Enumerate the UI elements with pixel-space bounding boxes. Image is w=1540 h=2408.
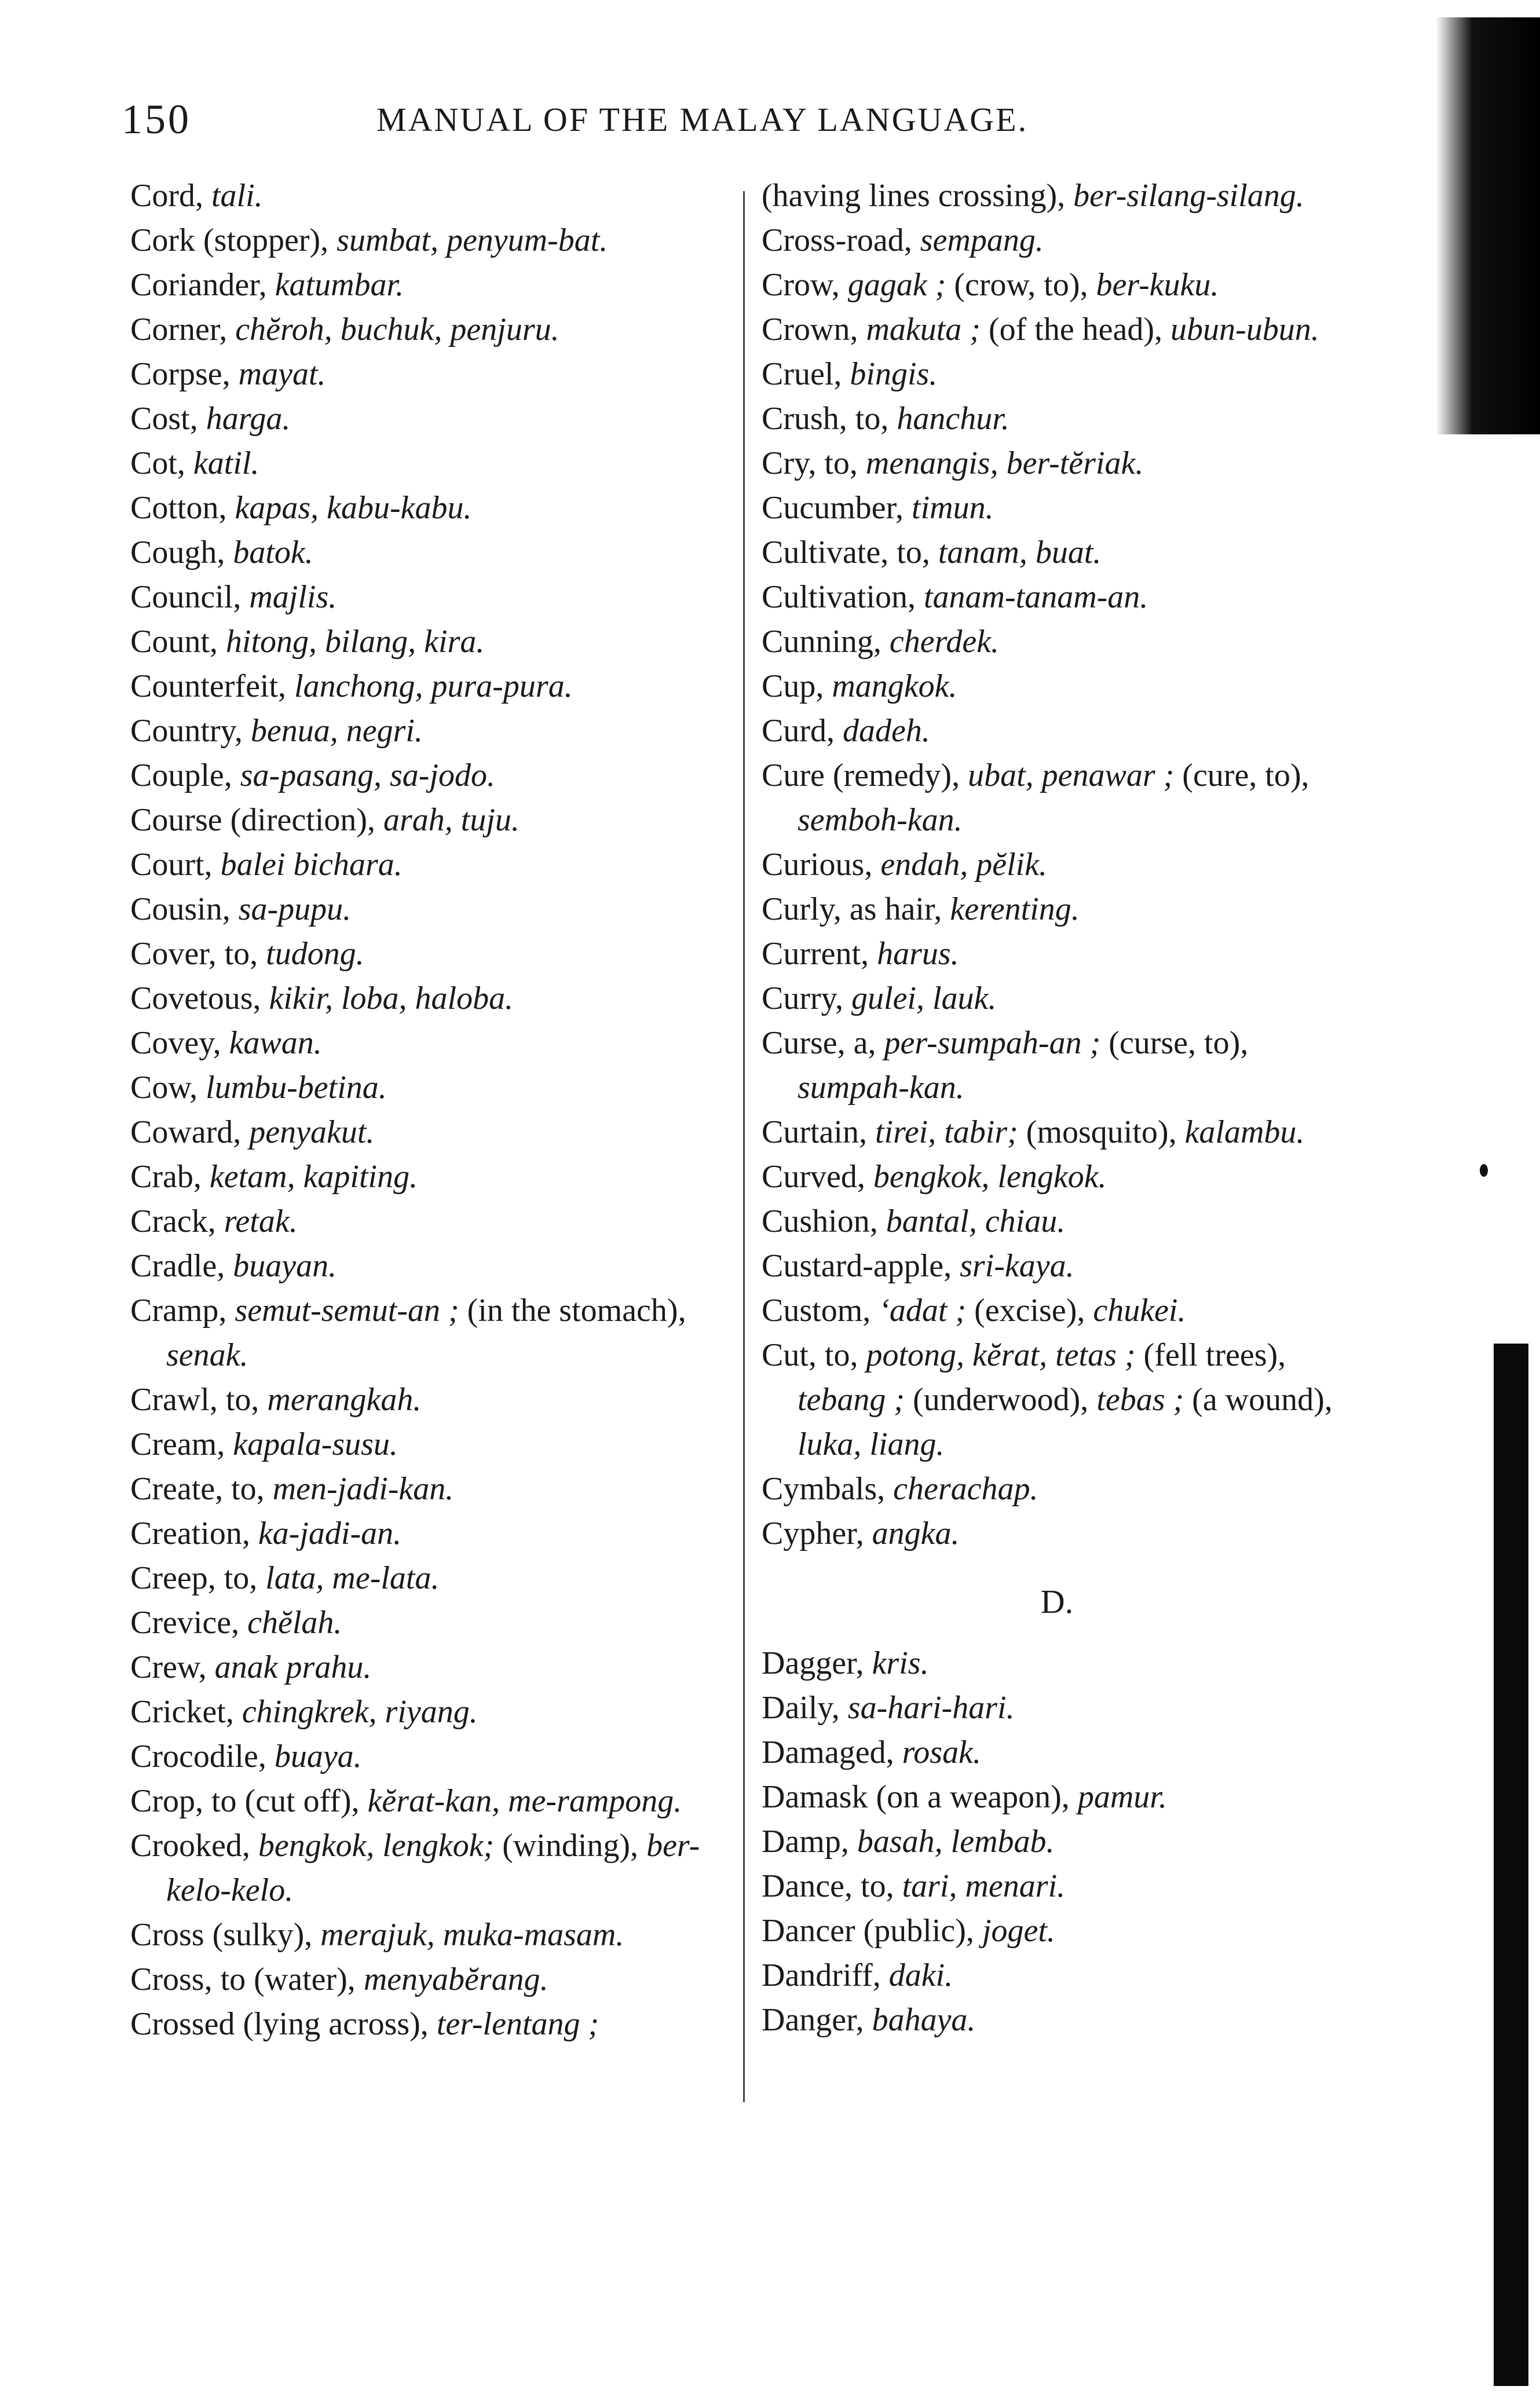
english-gloss: (having lines crossing), [762,178,1074,214]
malay-term: chukei. [1093,1293,1186,1329]
dictionary-entry [762,530,1352,575]
english-gloss: Cucumber, [762,490,912,526]
dictionary-entry [130,308,721,352]
english-gloss: Cough, [130,535,233,570]
dictionary-entry [130,798,721,843]
dictionary-entry [130,976,721,1021]
malay-term: gagak ; [847,267,946,303]
english-gloss: Counterfeit, [130,668,295,704]
english-gloss: Covetous, [130,980,269,1016]
malay-term: pamur. [1077,1779,1167,1815]
english-gloss: Crossed (lying across), [130,2006,437,2042]
malay-term: sa-hari-hari. [847,1690,1015,1726]
english-gloss: Crush, to, [762,401,897,437]
english-gloss: (winding), [494,1828,647,1864]
dictionary-entry [762,843,1352,887]
malay-term: joget. [982,1913,1055,1949]
english-gloss: Cousin, [130,891,239,927]
english-gloss: (of the head), [980,312,1171,347]
malay-term: sumpah-kan. [798,1070,964,1106]
dictionary-entry [130,1199,721,1244]
dictionary-entry [762,263,1352,308]
malay-term: makuta ; [866,312,981,347]
dictionary-entry [130,1021,721,1066]
dictionary-entry [130,575,721,620]
malay-term: semboh-kan. [798,802,963,838]
english-gloss: Cost, [130,401,206,437]
malay-term: tari, menari. [902,1868,1066,1904]
dictionary-entry [762,976,1352,1021]
margin-ink-top [1436,17,1540,434]
malay-term: semut-semut-an ; [235,1293,459,1329]
english-gloss: Cow, [130,1070,206,1106]
english-gloss: Cotton, [130,490,235,526]
english-gloss: Custard-apple, [762,1248,960,1284]
english-gloss: (underwood), [905,1382,1097,1418]
dictionary-entry [762,1467,1352,1512]
malay-term: tanam-tanam-an. [924,579,1148,615]
malay-term: tudong. [266,936,364,972]
english-gloss: Cord, [130,178,211,214]
english-gloss: Curious, [762,847,881,883]
malay-term: ter-lentang ; [436,2006,599,2042]
english-gloss: Crooked, [130,1828,258,1864]
dictionary-entry [130,218,721,263]
english-gloss: Corpse, [130,356,239,392]
malay-term: harga. [206,401,291,437]
malay-term: lata, me-lata. [265,1560,440,1596]
dictionary-entry [762,1953,1352,1998]
dictionary-entry [762,932,1352,976]
malay-term: chingkrek, riyang. [242,1694,478,1730]
malay-term: per-sumpah-an ; [884,1025,1101,1061]
malay-term: ubun-ubun. [1170,312,1319,347]
dictionary-entry [762,1775,1352,1820]
dictionary-entry [762,1641,1352,1686]
english-gloss: Damp, [762,1824,857,1860]
dictionary-entry [130,1066,721,1110]
english-gloss: (mosquito), [1018,1114,1185,1150]
english-gloss: Court, [130,847,221,883]
english-gloss: Cultivation, [762,579,924,615]
dictionary-entry [762,575,1352,620]
malay-term: kerenting. [950,891,1080,927]
malay-term: kĕrat-kan, me-rampong. [367,1783,682,1819]
malay-term: kalambu. [1184,1114,1305,1150]
english-gloss: Dandriff, [762,1957,889,1993]
malay-term: tirei, tabir; [875,1114,1018,1150]
dictionary-entry [762,1864,1352,1909]
malay-term: ‘adat ; [879,1293,967,1329]
english-gloss: Current, [762,936,877,972]
english-gloss: Corner, [130,312,236,347]
dictionary-entry [130,709,721,753]
english-gloss: (a wound), [1184,1382,1333,1418]
dictionary-entry [762,174,1352,218]
malay-term: retak. [224,1203,298,1239]
english-gloss: Cymbals, [762,1471,894,1507]
malay-term: cherachap. [893,1471,1038,1507]
english-gloss: Country, [130,713,251,749]
dictionary-entry [762,1820,1352,1864]
dictionary-entry [762,1730,1352,1775]
dictionary-entry [130,1824,721,1913]
english-gloss: Damaged, [762,1734,902,1770]
english-gloss: Dance, to, [762,1868,902,1904]
dictionary-entry [130,1244,721,1289]
page-header [122,96,1326,148]
dictionary-entry [130,1734,721,1779]
english-gloss: Custom, [762,1293,879,1329]
margin-ink-dot [1480,1164,1488,1177]
dictionary-entry [130,1512,721,1556]
running-head: MANUAL OF THE MALAY LANGUAGE. [376,101,1029,138]
dictionary-entry [762,620,1352,664]
dictionary-entry [762,1244,1352,1289]
dictionary-entry [762,1021,1352,1110]
malay-term: basah, lembab. [857,1824,1055,1860]
malay-term: ketam, kapiting. [209,1159,418,1195]
dictionary-entry [130,620,721,664]
malay-term: kikir, loba, haloba. [269,980,514,1016]
malay-term: daki. [888,1957,953,1993]
english-gloss: Cushion, [762,1203,886,1239]
english-gloss: Cure (remedy), [762,757,968,793]
malay-term: batok. [233,535,313,570]
english-gloss: Dancer (public), [762,1913,982,1949]
page-number: 150 [122,96,191,142]
english-gloss: Council, [130,579,250,615]
dictionary-entry [762,1110,1352,1155]
english-gloss: Crab, [130,1159,210,1195]
dictionary-entry [130,1556,721,1601]
dictionary-entry [130,1289,721,1378]
dictionary-entry [130,530,721,575]
english-gloss: (fell trees), [1135,1337,1286,1373]
malay-term: katumbar. [275,267,404,303]
malay-term: majlis. [249,579,337,615]
english-gloss: Create, to, [130,1471,273,1507]
malay-term: ber-kelo-kelo. [166,1828,700,1908]
english-gloss: (excise), [966,1293,1093,1329]
malay-term: hanchur. [897,401,1009,437]
malay-term: mayat. [238,356,326,392]
english-gloss: Crop, to (cut off), [130,1783,368,1819]
english-gloss: Curtain, [762,1114,875,1150]
dictionary-entry [762,753,1352,843]
malay-term: ber-silang-silang. [1073,178,1304,214]
english-gloss: Cover, to, [130,936,266,972]
malay-term: rosak. [902,1734,981,1770]
malay-term: ubat, penawar ; [968,757,1175,793]
malay-term: sa-pupu. [238,891,352,927]
dictionary-entry [762,1199,1352,1244]
dictionary-entry [130,441,721,486]
dictionary-entry [762,1289,1352,1333]
dictionary-entry [762,1155,1352,1199]
english-gloss: Cramp, [130,1293,235,1329]
english-gloss: Crown, [762,312,866,347]
english-gloss: Cypher, [762,1516,872,1551]
english-gloss: Cunning, [762,624,890,660]
malay-term: angka. [872,1516,960,1551]
dictionary-entry [130,1913,721,1957]
dictionary-entry [130,1378,721,1422]
malay-term: merangkah. [267,1382,422,1418]
malay-term: buaya. [274,1739,362,1774]
dictionary-entry [130,1779,721,1824]
dictionary-entry [762,887,1352,932]
dictionary-entry [130,352,721,397]
english-gloss: Cot, [130,445,193,481]
dictionary-entry [130,932,721,976]
malay-term: tebas ; [1096,1382,1184,1418]
malay-term: chĕlah. [247,1605,342,1641]
english-gloss: (crow, to), [946,267,1096,303]
right-column-d-entries [762,1641,1352,2043]
malay-term: lanchong, pura-pura. [294,668,573,704]
malay-term: potong, kĕrat, tetas ; [866,1337,1136,1373]
dictionary-entry [130,753,721,798]
margin-ink-bottom [1494,1344,1528,2386]
malay-term: tebang ; [798,1382,905,1418]
malay-term: sumbat, penyum-bat. [336,222,608,258]
english-gloss: Count, [130,624,226,660]
malay-term: chĕroh, buchuk, penjuru. [235,312,559,347]
malay-term: ka-jadi-an. [258,1516,402,1551]
english-gloss: Creep, to, [130,1560,266,1596]
dictionary-entry [130,1601,721,1645]
english-gloss: Crow, [762,267,848,303]
english-gloss: (curse, to), [1100,1025,1249,1061]
dictionary-entry [762,1909,1352,1953]
english-gloss: Curry, [762,980,852,1016]
dictionary-entry [130,174,721,218]
dictionary-entry [762,664,1352,709]
english-gloss: Cradle, [130,1248,233,1284]
english-gloss: Cruel, [762,356,850,392]
dictionary-entry [130,1690,721,1734]
dictionary-entry [762,308,1352,352]
dictionary-entry [130,2002,721,2047]
dictionary-entry [762,352,1352,397]
malay-term: sa-pasang, sa-jodo. [240,757,495,793]
dictionary-entry [130,1422,721,1467]
malay-term: balei bichara. [220,847,403,883]
malay-term: benua, negri. [250,713,423,749]
malay-term: tanam, buat. [938,535,1102,570]
english-gloss: Danger, [762,2002,872,2038]
dictionary-entry [130,397,721,441]
dictionary-entry [762,709,1352,753]
english-gloss: Cut, to, [762,1337,866,1373]
malay-term: senak. [166,1337,248,1373]
english-gloss: (cure, to), [1174,757,1309,793]
right-column-c-entries [762,174,1352,1556]
malay-term: mangkok. [832,668,957,704]
malay-term: merajuk, muka-masam. [320,1917,624,1953]
english-gloss: Curly, as hair, [762,891,950,927]
malay-term: gulei, lauk. [851,980,997,1016]
right-column [762,174,1352,2043]
malay-term: arah, tuju. [383,802,520,838]
malay-term: menyabĕrang. [363,1961,548,1997]
dictionary-entry [762,1998,1352,2043]
english-gloss: (in the stomach), [459,1293,686,1329]
english-gloss: Covey, [130,1025,229,1061]
malay-term: hitong, bilang, kira. [225,624,485,660]
column-divider [743,191,745,2102]
english-gloss: Cricket, [130,1694,242,1730]
malay-term: kapas, kabu-kabu. [235,490,472,526]
malay-term: ber-kuku. [1096,267,1219,303]
english-gloss: Cream, [130,1426,233,1462]
left-column [130,174,721,2047]
dictionary-entry [130,486,721,530]
english-gloss: Curd, [762,713,843,749]
malay-term: harus. [877,936,959,972]
malay-term: lumbu-betina. [206,1070,387,1106]
dictionary-entry [130,1957,721,2002]
malay-term: luka, liang. [798,1426,945,1462]
dictionary-entry [762,397,1352,441]
english-gloss: Course (direction), [130,802,383,838]
dictionary-entry [130,1467,721,1512]
dictionary-entry [130,1155,721,1199]
malay-term: kris. [872,1645,929,1681]
malay-term: penyakut. [249,1114,375,1150]
section-letter-d: D. [1040,1583,1074,1620]
malay-term: men-jadi-kan. [272,1471,454,1507]
english-gloss: Crew, [130,1649,215,1685]
english-gloss: Cup, [762,668,832,704]
english-gloss: Crocodile, [130,1739,275,1774]
malay-term: dadeh. [843,713,930,749]
english-gloss: Couple, [130,757,240,793]
malay-term: anak prahu. [214,1649,372,1685]
english-gloss: Curse, a, [762,1025,884,1061]
malay-term: sri-kaya. [960,1248,1074,1284]
dictionary-entry [130,1645,721,1690]
dictionary-entry [130,664,721,709]
english-gloss: Daily, [762,1690,848,1726]
english-gloss: Crawl, to, [130,1382,268,1418]
malay-term: bengkok, lengkok; [258,1828,495,1864]
malay-term: cherdek. [889,624,1000,660]
malay-term: timun. [912,490,994,526]
english-gloss: Cork (stopper), [130,222,337,258]
english-gloss: Cultivate, to, [762,535,938,570]
english-gloss: Coward, [130,1114,250,1150]
dictionary-entry [130,843,721,887]
malay-term: endah, pĕlik. [880,847,1048,883]
english-gloss: Crack, [130,1203,224,1239]
english-gloss: Dagger, [762,1645,872,1681]
english-gloss: Damask (on a weapon), [762,1779,1078,1815]
malay-term: bantal, chiau. [886,1203,1066,1239]
english-gloss: Cross-road, [762,222,920,258]
malay-term: bahaya. [872,2002,976,2038]
malay-term: buayan. [233,1248,337,1284]
malay-term: bengkok, lengkok. [873,1159,1107,1195]
english-gloss: Coriander, [130,267,275,303]
english-gloss: Crevice, [130,1605,248,1641]
malay-term: menangis, ber-tĕriak. [865,445,1144,481]
malay-term: katil. [193,445,259,481]
malay-term: sempang. [920,222,1044,258]
english-gloss: Cross (sulky), [130,1917,321,1953]
malay-term: bingis. [850,356,938,392]
malay-term: kawan. [229,1025,322,1061]
dictionary-entry [130,1110,721,1155]
dictionary-entry [762,441,1352,486]
dictionary-entry [762,486,1352,530]
english-gloss: Curved, [762,1159,873,1195]
dictionary-entry [130,887,721,932]
english-gloss: Creation, [130,1516,258,1551]
malay-term: tali. [211,178,263,214]
english-gloss: Cry, to, [762,445,866,481]
dictionary-entry [762,218,1352,263]
dictionary-entry [130,263,721,308]
english-gloss: Cross, to (water), [130,1961,364,1997]
dictionary-entry [762,1512,1352,1556]
malay-term: kapala-susu. [233,1426,398,1462]
dictionary-entry [762,1686,1352,1730]
dictionary-entry [762,1333,1352,1467]
